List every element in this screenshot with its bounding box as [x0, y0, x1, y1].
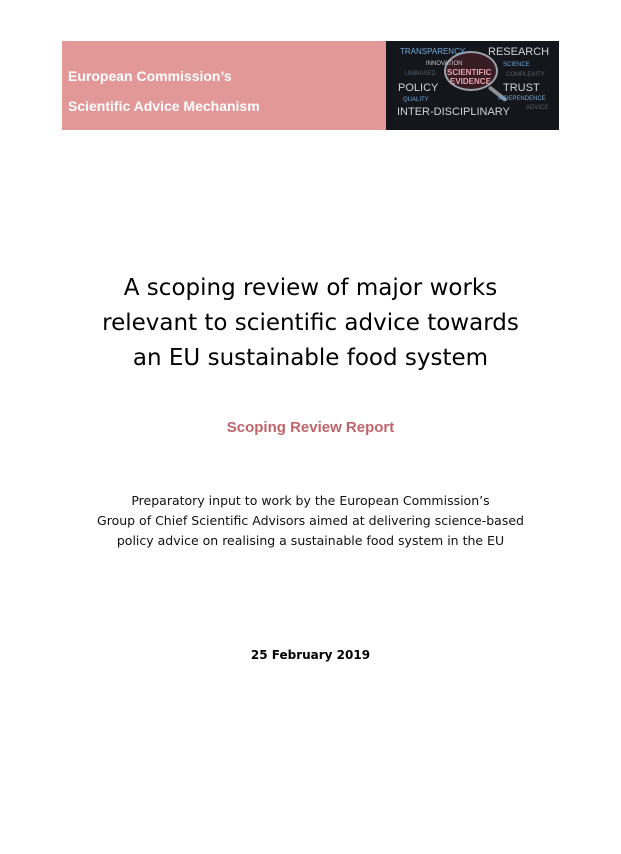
- word-evidence: EVIDENCE: [450, 77, 491, 86]
- word-advice: ADVICE: [526, 105, 549, 111]
- banner-line-2: Scientific Advice Mechanism: [68, 98, 260, 114]
- preparatory-line-2: Group of Chief Scientific Advisors aimed at delivering science-based: [97, 513, 524, 528]
- word-transparency: TRANSPARENCY: [400, 47, 466, 56]
- banner-word-cloud-image: [386, 41, 559, 130]
- document-date: 25 February 2019: [250, 648, 371, 662]
- word-policy: POLICY: [398, 82, 439, 94]
- word-research: RESEARCH: [488, 46, 550, 58]
- word-trust: TRUST: [503, 82, 540, 94]
- header-banner: [62, 41, 559, 130]
- document-subtitle: Scoping Review Report: [226, 419, 395, 436]
- word-quality: QUALITY: [403, 97, 429, 103]
- word-innovation: INNOVATION: [426, 61, 463, 67]
- word-scientific: SCIENTIFIC: [447, 68, 492, 77]
- title-line-3: an EU sustainable food system: [132, 345, 489, 371]
- preparatory-line-1: Preparatory input to work by the European Commission’s: [131, 493, 490, 508]
- word-interdisciplinary: INTER-DISCIPLINARY: [397, 106, 510, 118]
- word-independence: INDEPENDENCE: [498, 96, 546, 102]
- preparatory-line-3: policy advice on realising a sustainable food system in the EU: [116, 533, 505, 548]
- banner-text-block: [62, 41, 386, 130]
- title-line-2: relevant to scientific advice towards: [102, 310, 519, 336]
- word-complexity: COMPLEXITY: [506, 72, 545, 78]
- word-unbiased: UNBIASED: [405, 71, 436, 77]
- banner-line-1: European Commission’s: [68, 68, 232, 84]
- title-line-1: A scoping review of major works: [123, 275, 498, 301]
- preparatory-note: [40, 491, 581, 551]
- word-science: SCIENCE: [503, 62, 530, 68]
- document-title: [40, 271, 581, 376]
